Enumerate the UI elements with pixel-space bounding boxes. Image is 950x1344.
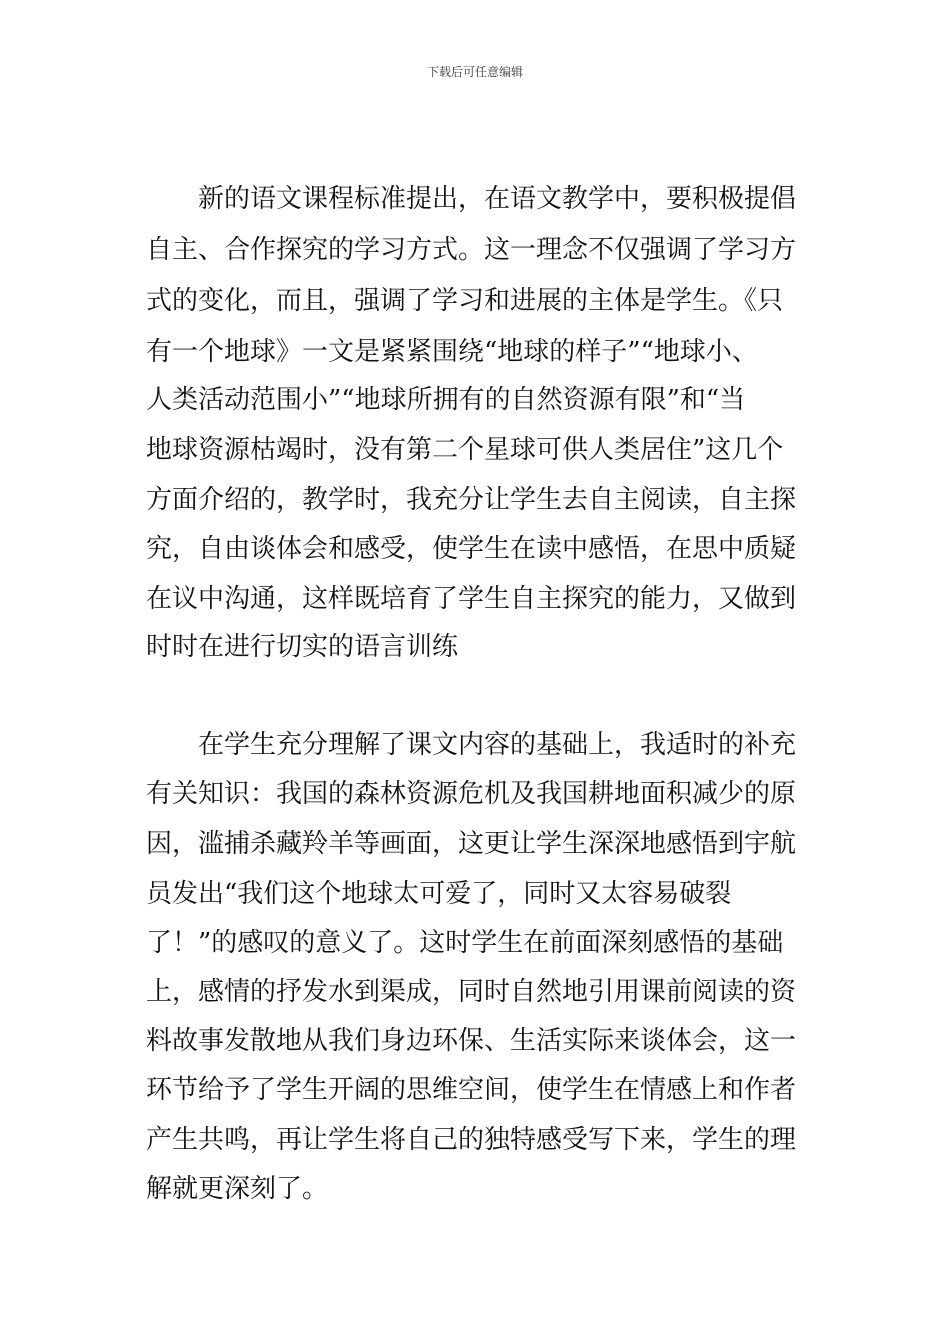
paragraph-2-line: 解就更深刻了。: [146, 1174, 329, 1204]
paragraph-2-line: 有关知识：我国的森林资源危机及我国耕地面积减少的原: [146, 779, 797, 809]
paragraph-1-line: 有一个地球》一文是紧紧围绕“地球的样子”“地球小、: [146, 337, 758, 367]
paragraph-2-line: 环节给予了学生开阔的思维空间，使学生在情感上和作者: [146, 1075, 797, 1105]
paragraph-1-line: 地球资源枯竭时，没有第二个星球可供人类居住”这几个: [146, 435, 784, 465]
paragraph-2-line: 因，滥捕杀藏羚羊等画面，这更让学生深深地感悟到宇航: [146, 829, 797, 859]
page-header: 下载后可任意编辑: [426, 65, 523, 79]
paragraph-1-line: 新的语文课程标准提出，在语文教学中，要积极提倡: [146, 184, 797, 214]
paragraph-2-line: 了！”的感叹的意义了。这时学生在前面深刻感悟的基础: [146, 928, 784, 958]
paragraph-1-line: 人类活动范围小”“地球所拥有的自然资源有限”和“当: [146, 385, 746, 415]
paragraph-2-line: 在学生充分理解了课文内容的基础上，我适时的补充: [146, 730, 797, 760]
paragraph-2-line: 料故事发散地从我们身边环保、生活实际来谈体会，这一: [146, 1026, 797, 1056]
paragraph-2-line: 员发出“我们这个地球太可爱了，同时又太容易破裂: [146, 879, 732, 909]
paragraph-2-line: 产生共鸣，再让学生将自己的独特感受写下来，学生的理: [146, 1125, 797, 1155]
paragraph-1-line: 究，自由谈体会和感受，使学生在读中感悟，在思中质疑: [146, 534, 797, 564]
paragraph-1-line: 自主、合作探究的学习方式。这一理念不仅强调了学习方: [146, 235, 797, 265]
paragraph-2-line: 上，感情的抒发水到渠成，同时自然地引用课前阅读的资: [146, 977, 797, 1007]
paragraph-1-line: 在议中沟通，这样既培育了学生自主探究的能力，又做到: [146, 584, 797, 614]
paragraph-1-line: 方面介绍的，教学时，我充分让学生去自主阅读，自主探: [146, 485, 797, 515]
paragraph-1-line: 时时在进行切实的语言训练: [146, 632, 459, 662]
paragraph-1-line: 式的变化，而且，强调了学习和进展的主体是学生。《只: [146, 286, 784, 316]
